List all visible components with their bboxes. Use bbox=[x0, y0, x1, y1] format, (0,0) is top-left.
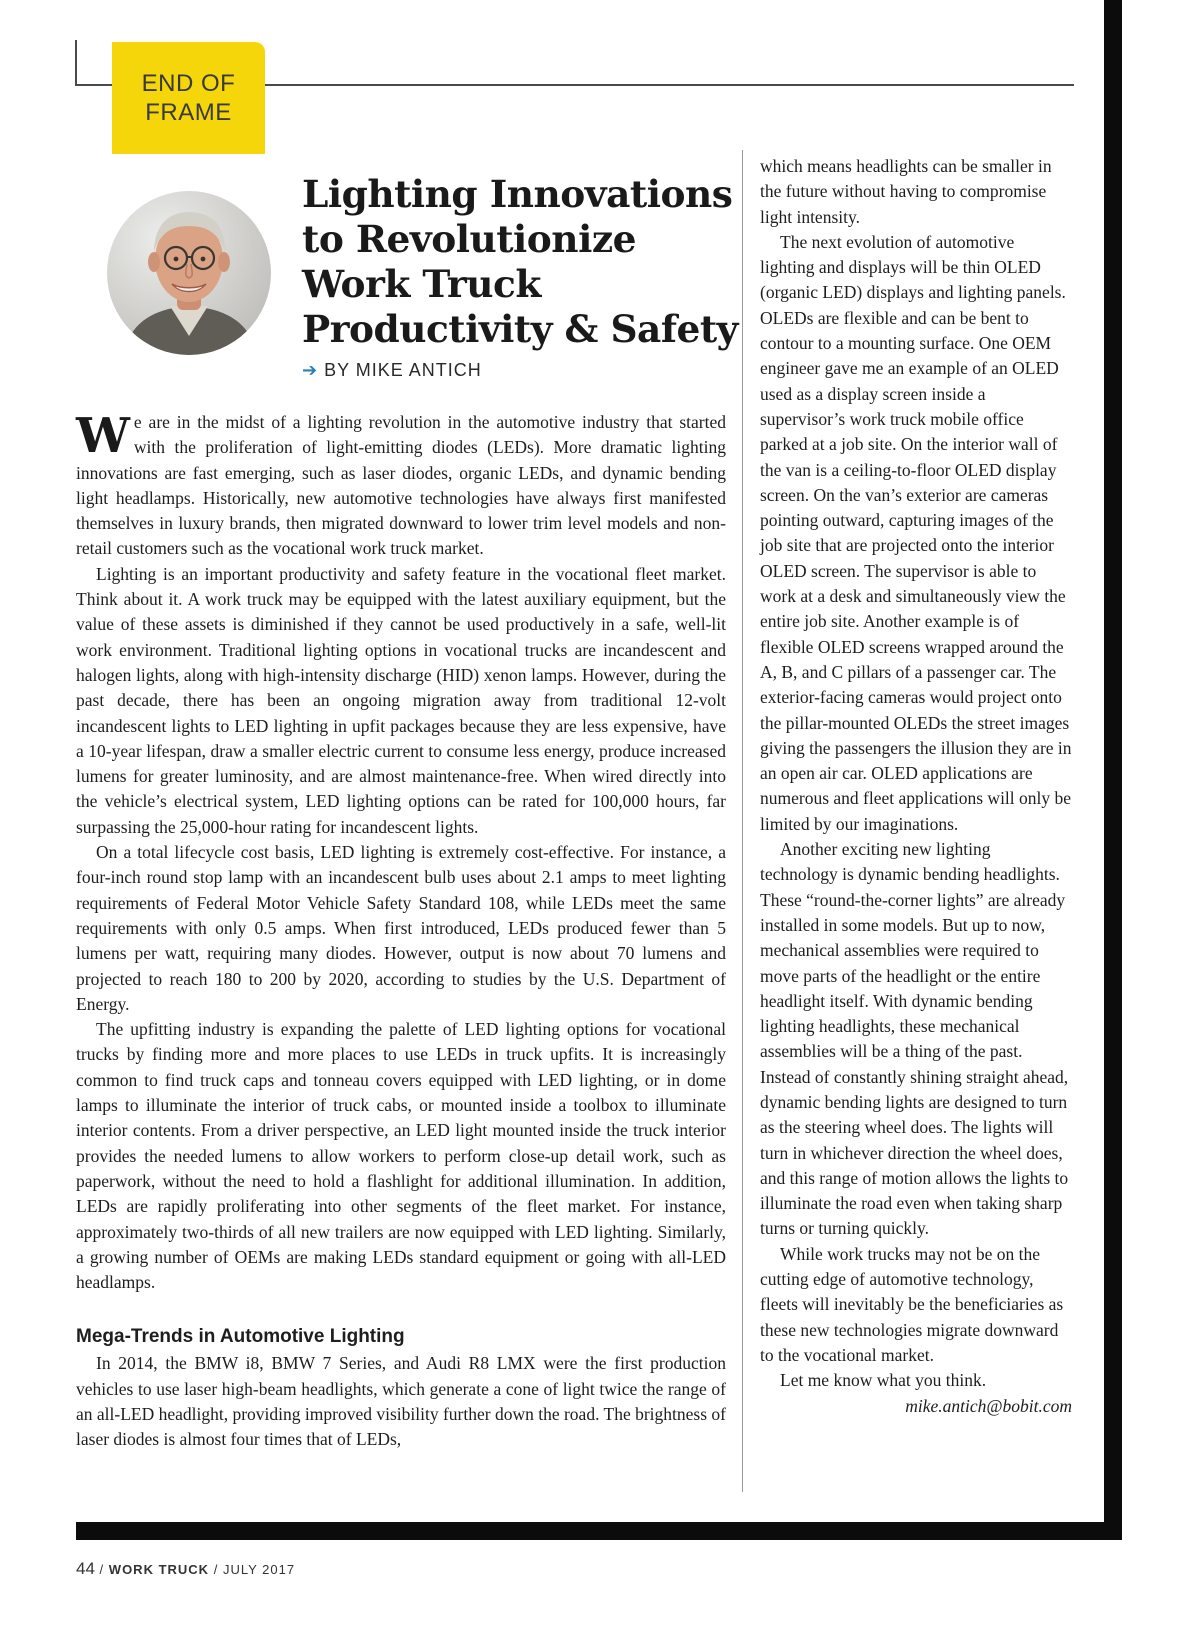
page-footer bbox=[76, 1559, 295, 1579]
section-badge bbox=[112, 42, 265, 154]
headline-line: Work Truck bbox=[302, 262, 541, 306]
intro-text: e are in the midst of a lighting revolution in the automotive industry that started with the proliferation of light-emitting diodes (LEDs). More dramatic lighting innovations are fast emerging, such as laser diodes, organic LEDs, and dynamic bending light headlamps. Historically, new automotive technologies have always first manifested themselves in luxury brands, then migrated downward to lower trim level models and non-retail customers such as the vocational work truck market. bbox=[76, 412, 726, 559]
headline-line: Lighting Innovations bbox=[302, 172, 733, 216]
header-rule-left bbox=[75, 84, 113, 86]
author-email: mike.antich@bobit.com bbox=[905, 1395, 1072, 1416]
body-paragraph: The next evolution of automotive lighting and displays will be thin OLED (organic LED) displays and lighting panels. OLEDs are flexible and can be bent to contour to a mounting surface. One OEM engineer gave me an example of an OLED used as a display screen inside a supervisor’s work truck mobile office parked at a job site. On the interior wall of the van is a ceiling-to-floor OLED display screen. On the van’s exterior are cameras pointing outward, capturing images of the job site that are projected onto the interior OLED screen. The supervisor is able to work at a desk and simultaneously view the entire job site. Another example is of flexible OLED screens wrapped around the A, B, and C pillars of a passenger car. The exterior-facing cameras would project onto the pillar-mounted OLEDs the street images giving the passengers the illusion they are in an open air car. OLED applications are numerous and fleet applications will only be limited by our imaginations. bbox=[760, 231, 1072, 834]
page-number: 44 bbox=[76, 1559, 95, 1578]
column-divider bbox=[742, 150, 743, 1492]
body-paragraph: Another exciting new lighting technology is dynamic bending headlights. These “round-the-corner lights” are already installed in some models. But up to now, mechanical assemblies were required to move parts of the headlight or the entire headlight itself. With dynamic bending lighting headlights, these mechanical assemblies will be a thing of the past. Instead of constantly shining straight ahead, dynamic bending lights are designed to turn as the steering wheel does. The lights will turn in whichever direction the wheel does, and this range of motion allows the lights to illuminate the road even when taking sharp turns or turning quickly. bbox=[760, 839, 1069, 1239]
arrow-right-icon: ➔ bbox=[302, 360, 319, 380]
article-column-right bbox=[760, 154, 1072, 1419]
header-rule-right bbox=[262, 84, 1074, 86]
page-edge-bar bbox=[1104, 0, 1122, 1533]
author-portrait bbox=[106, 190, 272, 356]
section-badge-line1: END OF bbox=[141, 70, 236, 97]
continued-paragraph: which means headlights can be smaller in the future without having to compromise light intensity. bbox=[760, 156, 1052, 227]
issue-date: JULY 2017 bbox=[222, 1562, 296, 1577]
body-paragraph: The upfitting industry is expanding the palette of LED lighting options for vocational trucks by finding more and more places to use LEDs in truck upfits. It is increasingly common to find truck caps and tonneau covers equipped with LED lighting, or in dome lamps to illuminate the interior of truck cabs, or mounted inside a toolbox to illuminate interior contents. From a driver perspective, an LED light mounted inside the truck interior provides the needed lumens to allow workers to perform close-up detail work, such as paperwork, without the need to hold a flashlight for additional illumination. In addition, LEDs are rapidly proliferating into other segments of the fleet market. For instance, approximately two-thirds of all new trailers are now equipped with LED lighting. Similarly, a growing number of OEMs are making LEDs standard equipment or going with all-LED headlamps. bbox=[76, 1019, 726, 1293]
body-paragraph: Lighting is an important productivity and safety feature in the vocational fleet market. Think about it. A work truck may be equipped with the latest auxiliary equipment, but the value of these assets is diminished if they cannot be used productively in a safe, well-lit work environment. Traditional lighting options in vocational trucks are incandescent and halogen lights, along with high-intensity discharge (HID) xenon lamps. However, during the past decade, there has been an ongoing migration away from traditional 12-volt incandescent lights to LED lighting in upfit packages because they are less expensive, have a 10-year lifespan, draw a smaller electric current to consume less energy, produce increased lumens for greater luminosity, and are almost maintenance-free. When wired directly into the vehicle’s electrical system, LED lighting options can be rated for 100,000 hours, far surpassing the 25,000-hour rating for incandescent lights. bbox=[76, 563, 726, 837]
article-headline bbox=[302, 172, 742, 352]
byline-text: BY MIKE ANTICH bbox=[324, 360, 482, 380]
section-badge-line2: FRAME bbox=[145, 99, 232, 126]
body-paragraph: In 2014, the BMW i8, BMW 7 Series, and Audi R8 LMX were the first production vehicles to use laser high-beam headlights, which generate a cone of light twice the range of an all-LED headlight, providing improved visibility further down the road. The brightness of laser diodes is almost four times that of LEDs, bbox=[76, 1353, 726, 1450]
section-subhead: Mega-Trends in Automotive Lighting bbox=[76, 1326, 405, 1348]
body-paragraph: While work trucks may not be on the cutting edge of automotive technology, fleets will inevitably be the beneficiaries as these new technologies migrate downward to the vocational market. bbox=[760, 1243, 1064, 1365]
intro-paragraph bbox=[76, 410, 726, 562]
bottom-rule-bar bbox=[76, 1522, 1122, 1540]
body-paragraph: Let me know what you think. bbox=[780, 1370, 987, 1391]
header-rule-vertical bbox=[75, 40, 77, 86]
article-column-left bbox=[76, 410, 726, 1453]
footer-separator: / bbox=[99, 1562, 105, 1577]
headline-line: Productivity & Safety bbox=[302, 307, 738, 351]
byline bbox=[302, 360, 482, 381]
footer-separator: / bbox=[213, 1562, 219, 1577]
body-paragraph: On a total lifecycle cost basis, LED lighting is extremely cost-effective. For instance, a four-inch round stop lamp with an incandescent bulb uses about 2.1 amps to meet lighting requirements of Federal Motor Vehicle Safety Standard 108, while LEDs meet the same requirements with only 0.5 amps. When first introduced, LEDs produced fewer than 5 lumens per watt, requiring many diodes. However, output is now about 70 lumens and projected to reach 180 to 200 by 2020, according to studies by the U.S. Department of Energy. bbox=[76, 842, 726, 1014]
headline-line: to Revolutionize bbox=[302, 217, 636, 261]
magazine-name: WORK TRUCK bbox=[108, 1562, 210, 1577]
drop-cap: W bbox=[76, 408, 130, 464]
